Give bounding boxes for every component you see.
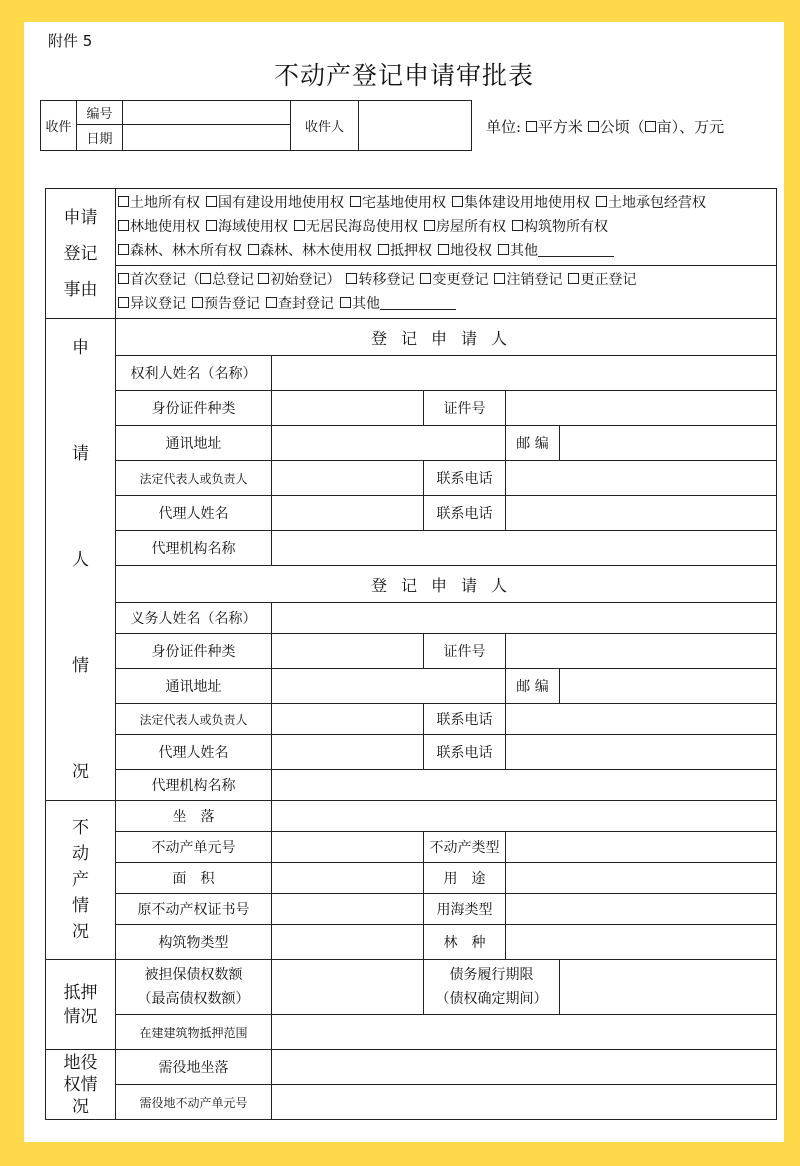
debt-term-field[interactable]	[560, 960, 777, 1015]
postcode-field[interactable]	[560, 669, 777, 704]
other-blank[interactable]	[380, 309, 456, 310]
location-field[interactable]	[272, 801, 777, 832]
agent-phone-label: 联系电话	[424, 735, 506, 770]
forest-type-field[interactable]	[506, 925, 777, 960]
unit-selector	[486, 116, 724, 137]
agent-phone-field[interactable]	[506, 735, 777, 770]
receipt-date-label: 日期	[77, 125, 123, 151]
type-option: 查封登记	[266, 296, 334, 312]
checkbox-icon[interactable]	[378, 244, 389, 255]
unit-checkbox-hectare[interactable]	[588, 121, 599, 132]
old-cert-field[interactable]	[272, 894, 424, 925]
location-label: 坐 落	[116, 801, 272, 832]
agent-name-field[interactable]	[272, 496, 424, 531]
checkbox-icon[interactable]	[438, 244, 449, 255]
property-section-label: 不动产情况	[46, 801, 116, 960]
checkbox-icon[interactable]	[568, 273, 579, 284]
agency-name-label: 代理机构名称	[116, 770, 272, 801]
unit-checkbox-mu[interactable]	[645, 121, 656, 132]
phone-label: 联系电话	[424, 704, 506, 735]
easement-section-label: 地役权情况	[46, 1050, 116, 1120]
agent-phone-field[interactable]	[506, 496, 777, 531]
debt-amount-field[interactable]	[272, 960, 424, 1015]
right-option: 国有建设用地使用权	[206, 195, 344, 211]
property-type-label: 不动产类型	[424, 832, 506, 863]
unit-no-field[interactable]	[272, 832, 424, 863]
checkbox-icon[interactable]	[340, 297, 351, 308]
right-option: 海域使用权	[206, 219, 288, 235]
construction-scope-field[interactable]	[272, 1015, 777, 1050]
form-page	[24, 22, 784, 1142]
checkbox-icon[interactable]	[596, 196, 607, 207]
receipt-number-field[interactable]	[123, 101, 291, 125]
agency-name-field[interactable]	[272, 770, 777, 801]
legal-rep-field[interactable]	[272, 461, 424, 496]
right-option: 其他	[498, 243, 614, 259]
unit-checkbox-sqm[interactable]	[526, 121, 537, 132]
right-option: 无居民海岛使用权	[294, 219, 418, 235]
structure-type-field[interactable]	[272, 925, 424, 960]
right-option: 构筑物所有权	[512, 219, 608, 235]
checkbox-icon[interactable]	[118, 196, 129, 207]
checkbox-icon[interactable]	[200, 273, 211, 284]
right-option: 林地使用权	[118, 219, 200, 235]
legal-rep-field[interactable]	[272, 704, 424, 735]
legal-rep-label: 法定代表人或负责人	[116, 704, 272, 735]
right-option: 土地承包经营权	[596, 195, 706, 211]
use-field[interactable]	[506, 863, 777, 894]
type-option: 异议登记	[118, 296, 186, 312]
checkbox-icon[interactable]	[420, 273, 431, 284]
checkbox-icon[interactable]	[118, 297, 129, 308]
checkbox-icon[interactable]	[206, 220, 217, 231]
type-option: 其他	[340, 296, 456, 312]
right-option: 房屋所有权	[424, 219, 506, 235]
id-no-field[interactable]	[506, 634, 777, 669]
obligor-name-label: 义务人姓名（名称）	[116, 603, 272, 634]
sea-type-field[interactable]	[506, 894, 777, 925]
form-title: 不动产登记申请审批表	[273, 61, 534, 90]
postcode-field[interactable]	[560, 426, 777, 461]
type-option: 更正登记	[568, 272, 636, 288]
phone-field[interactable]	[506, 461, 777, 496]
receipt-table	[40, 100, 472, 151]
unit-option-sqm: 平方米	[537, 118, 583, 136]
checkbox-icon[interactable]	[346, 273, 357, 284]
servient-location-label: 需役地坐落	[116, 1050, 272, 1085]
receiver-label: 收件人	[291, 101, 359, 151]
debt-amount-label: 被担保债权数额 （最高债权数额）	[116, 960, 272, 1015]
right-option: 抵押权	[378, 243, 432, 259]
checkbox-icon[interactable]	[350, 196, 361, 207]
agent-name-label: 代理人姓名	[116, 735, 272, 770]
right-holder-name-field[interactable]	[272, 356, 777, 391]
address-label: 通讯地址	[116, 426, 272, 461]
right-option: 土地所有权	[118, 195, 200, 211]
checkbox-icon[interactable]	[494, 273, 505, 284]
postcode-label: 邮 编	[506, 426, 560, 461]
obligor-name-field[interactable]	[272, 603, 777, 634]
unit-option-mu: 亩）、万元	[656, 118, 725, 136]
type-option: 转移登记	[346, 272, 414, 288]
checkbox-icon[interactable]	[192, 297, 203, 308]
receipt-label: 收件	[41, 101, 77, 151]
id-type-label: 身份证件种类	[116, 391, 272, 426]
phone-label: 联系电话	[424, 461, 506, 496]
checkbox-icon[interactable]	[118, 244, 129, 255]
address-label: 通讯地址	[116, 669, 272, 704]
application-table	[45, 188, 777, 1120]
old-cert-label: 原不动产权证书号	[116, 894, 272, 925]
structure-type-label: 构筑物类型	[116, 925, 272, 960]
unit-no-label: 不动产单元号	[116, 832, 272, 863]
agency-name-label: 代理机构名称	[116, 531, 272, 566]
id-no-label: 证件号	[424, 391, 506, 426]
type-option: 注销登记	[494, 272, 562, 288]
checkbox-icon[interactable]	[512, 220, 523, 231]
right-option: 宅基地使用权	[350, 195, 446, 211]
agent-phone-label: 联系电话	[424, 496, 506, 531]
mortgage-section-label: 抵押情况	[46, 960, 116, 1050]
property-type-field[interactable]	[506, 832, 777, 863]
debt-term-label: 债务履行期限 （债权确定期间）	[424, 960, 560, 1015]
checkbox-icon[interactable]	[258, 273, 269, 284]
right-option: 地役权	[438, 243, 492, 259]
unit-option-hectare: 公顷（	[599, 118, 645, 136]
address-field[interactable]	[272, 669, 506, 704]
servient-unit-no-field[interactable]	[272, 1085, 777, 1120]
id-no-field[interactable]	[506, 391, 777, 426]
forest-type-label: 林 种	[424, 925, 506, 960]
postcode-label: 邮 编	[506, 669, 560, 704]
applicant-section-label: 申 请 人 情 况	[46, 319, 116, 801]
servient-unit-no-label: 需役地不动产单元号	[116, 1085, 272, 1120]
id-no-label: 证件号	[424, 634, 506, 669]
applicant-header-1: 登记申请人	[116, 319, 777, 356]
construction-scope-label: 在建建筑物抵押范围	[116, 1015, 272, 1050]
agency-name-field[interactable]	[272, 531, 777, 566]
checkbox-icon[interactable]	[118, 220, 129, 231]
right-option: 森林、林木使用权	[248, 243, 372, 259]
area-field[interactable]	[272, 863, 424, 894]
id-type-field[interactable]	[272, 391, 424, 426]
rights-options	[116, 189, 777, 266]
reason-section-label: 申请登记事由	[46, 189, 116, 319]
phone-field[interactable]	[506, 704, 777, 735]
address-field[interactable]	[272, 426, 506, 461]
type-option: 预告登记	[192, 296, 260, 312]
id-type-field[interactable]	[272, 634, 424, 669]
checkbox-icon[interactable]	[498, 244, 509, 255]
checkbox-icon[interactable]	[206, 196, 217, 207]
registration-type-options	[116, 266, 777, 319]
sea-type-label: 用海类型	[424, 894, 506, 925]
type-option: 首次登记（ 总登记 初始登记）	[118, 272, 340, 288]
id-type-label: 身份证件种类	[116, 634, 272, 669]
checkbox-icon[interactable]	[266, 297, 277, 308]
checkbox-icon[interactable]	[424, 220, 435, 231]
checkbox-icon[interactable]	[294, 220, 305, 231]
checkbox-icon[interactable]	[118, 273, 129, 284]
annex-label: 附件 5	[48, 32, 93, 50]
unit-prefix: 单位:	[486, 118, 522, 136]
right-option: 森林、林木所有权	[118, 243, 242, 259]
receiver-field[interactable]	[359, 101, 472, 151]
servient-location-field[interactable]	[272, 1050, 777, 1085]
other-blank[interactable]	[538, 256, 614, 257]
right-option: 集体建设用地使用权	[452, 195, 590, 211]
right-holder-name-label: 权利人姓名（名称）	[116, 356, 272, 391]
receipt-number-label: 编号	[77, 101, 123, 125]
type-option: 变更登记	[420, 272, 488, 288]
agent-name-label: 代理人姓名	[116, 496, 272, 531]
checkbox-icon[interactable]	[248, 244, 259, 255]
applicant-header-2: 登记申请人	[116, 566, 777, 603]
agent-name-field[interactable]	[272, 735, 424, 770]
use-label: 用 途	[424, 863, 506, 894]
legal-rep-label: 法定代表人或负责人	[116, 461, 272, 496]
checkbox-icon[interactable]	[452, 196, 463, 207]
area-label: 面 积	[116, 863, 272, 894]
receipt-date-field[interactable]	[123, 125, 291, 151]
